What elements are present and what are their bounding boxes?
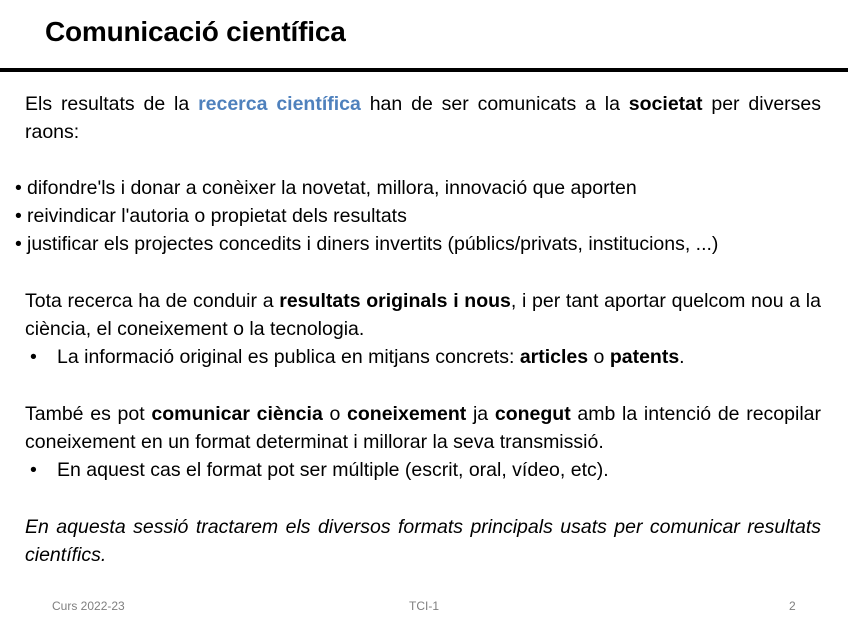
intro-text-2: han de ser comunicats a la	[360, 93, 629, 115]
known-bold-1: comunicar ciència	[151, 403, 323, 425]
original-bullet-text-2: o	[588, 346, 610, 368]
known-bold-2: coneixement	[347, 403, 467, 425]
bullet-icon: •	[15, 205, 22, 227]
original-text-2: , i per tant aportar quelcom nou a la ciència, el coneixement o la tecnologia.	[25, 290, 821, 340]
closing-paragraph: En aquesta sessió tractarem els diversos formats principals usats per comunicar resultats científics.	[25, 516, 821, 566]
original-bold: resultats originals i nous	[279, 290, 511, 312]
known-text-1: També es pot	[25, 403, 152, 425]
slide-title: Comunicació científica	[45, 16, 346, 47]
original-text-1: Tota recerca ha de conduir a	[25, 290, 280, 312]
bullet-icon: •	[15, 177, 22, 199]
bullet-icon: •	[30, 459, 37, 481]
original-bullet-text-1: La informació original es publica en mitjans concrets:	[57, 346, 520, 368]
bullet-icon: •	[30, 346, 37, 368]
intro-text-1: Els resultats de la	[25, 93, 199, 115]
reason-text-2: reivindicar l'autoria o propietat dels resultats	[27, 205, 407, 227]
footer-course: Curs 2022-23	[52, 599, 125, 613]
known-paragraph	[25, 400, 821, 456]
original-bullet-text-3: .	[679, 346, 685, 368]
title-underline	[0, 68, 848, 72]
known-bold-3: conegut	[494, 403, 571, 425]
intro-bold: societat	[628, 93, 703, 115]
known-text-3: ja	[466, 403, 495, 425]
original-paragraph	[25, 287, 821, 343]
known-bullet-text: En aquest cas el format pot ser múltiple (escrit, oral, vídeo, etc).	[57, 459, 609, 481]
original-bullet-bold-1: articles	[519, 346, 589, 368]
intro-text-3: per diverses raons:	[25, 93, 821, 143]
original-bullet-bold-2: patents	[609, 346, 680, 368]
known-text-2: o	[322, 403, 348, 425]
footer-subject: TCI-1	[409, 599, 439, 613]
known-text-4: amb la intenció de recopilar coneixement en un format determinat i millorar la seva transmissió.	[25, 403, 822, 453]
intro-highlight: recerca científica	[198, 93, 361, 115]
reason-text-1: difondre'ls i donar a conèixer la novetat, millora, innovació que aporten	[27, 177, 637, 199]
footer-page-number: 2	[789, 599, 796, 613]
reason-text-3: justificar els projectes concedits i diners invertits (públics/privats, institucions, ...)	[27, 233, 719, 255]
bullet-icon: •	[15, 233, 22, 255]
intro-paragraph	[25, 90, 821, 146]
original-bullet-text	[57, 343, 685, 371]
